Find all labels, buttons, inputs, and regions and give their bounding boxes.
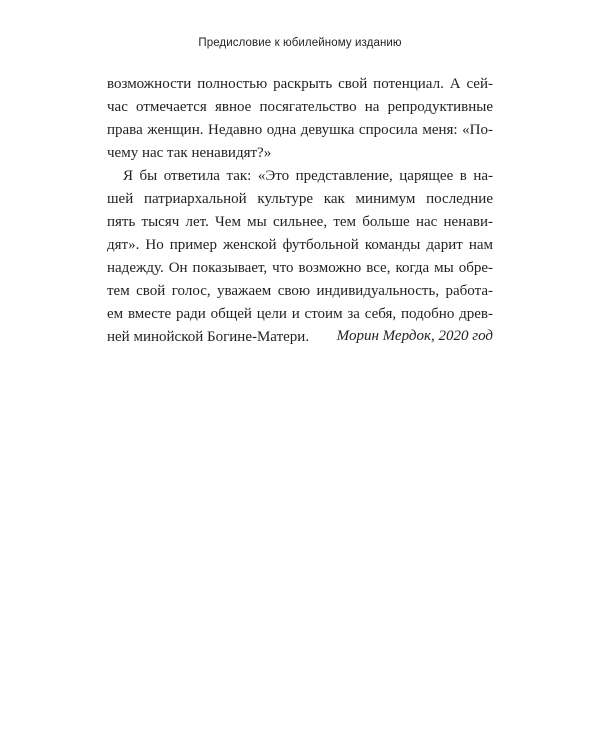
paragraph-1-line: права женщин. Недавно одна девушка спросила меня: «По- [107, 122, 493, 138]
running-header: Предисловие к юбилейному изданию [198, 37, 402, 49]
paragraph-2-line: шей патриархальной культуре как минимум последние [107, 191, 493, 207]
paragraph-2-line: дят». Но пример женской футбольной команды дарит нам [107, 237, 493, 253]
paragraph-1-line: чему нас так ненавидят?» [107, 145, 272, 161]
paragraph-1-line: час отмечается явное посягательство на репродуктивные [107, 99, 493, 115]
paragraph-2-first-line: Я бы ответила так: «Это представление, царящее в на- [123, 168, 493, 184]
author-signature: Морин Мердок, 2020 год [336, 328, 493, 344]
paragraph-2-line: ем вместе ради общей цели и стоим за себя, подобно древ- [107, 306, 493, 322]
paragraph-2-line: надежду. Он показывает, что возможно все, когда мы обре- [107, 260, 493, 276]
paragraph-2-line: ней минойской Богине-Матери. [107, 329, 310, 345]
paragraph-2-line: тем свой голос, уважаем свою индивидуальность, работа- [107, 283, 493, 299]
paragraph-2-line: пять тысяч лет. Чем мы сильнее, тем больше нас ненави- [107, 214, 493, 230]
paragraph-1-line: возможности полностью раскрыть свой потенциал. А сей- [107, 76, 493, 92]
